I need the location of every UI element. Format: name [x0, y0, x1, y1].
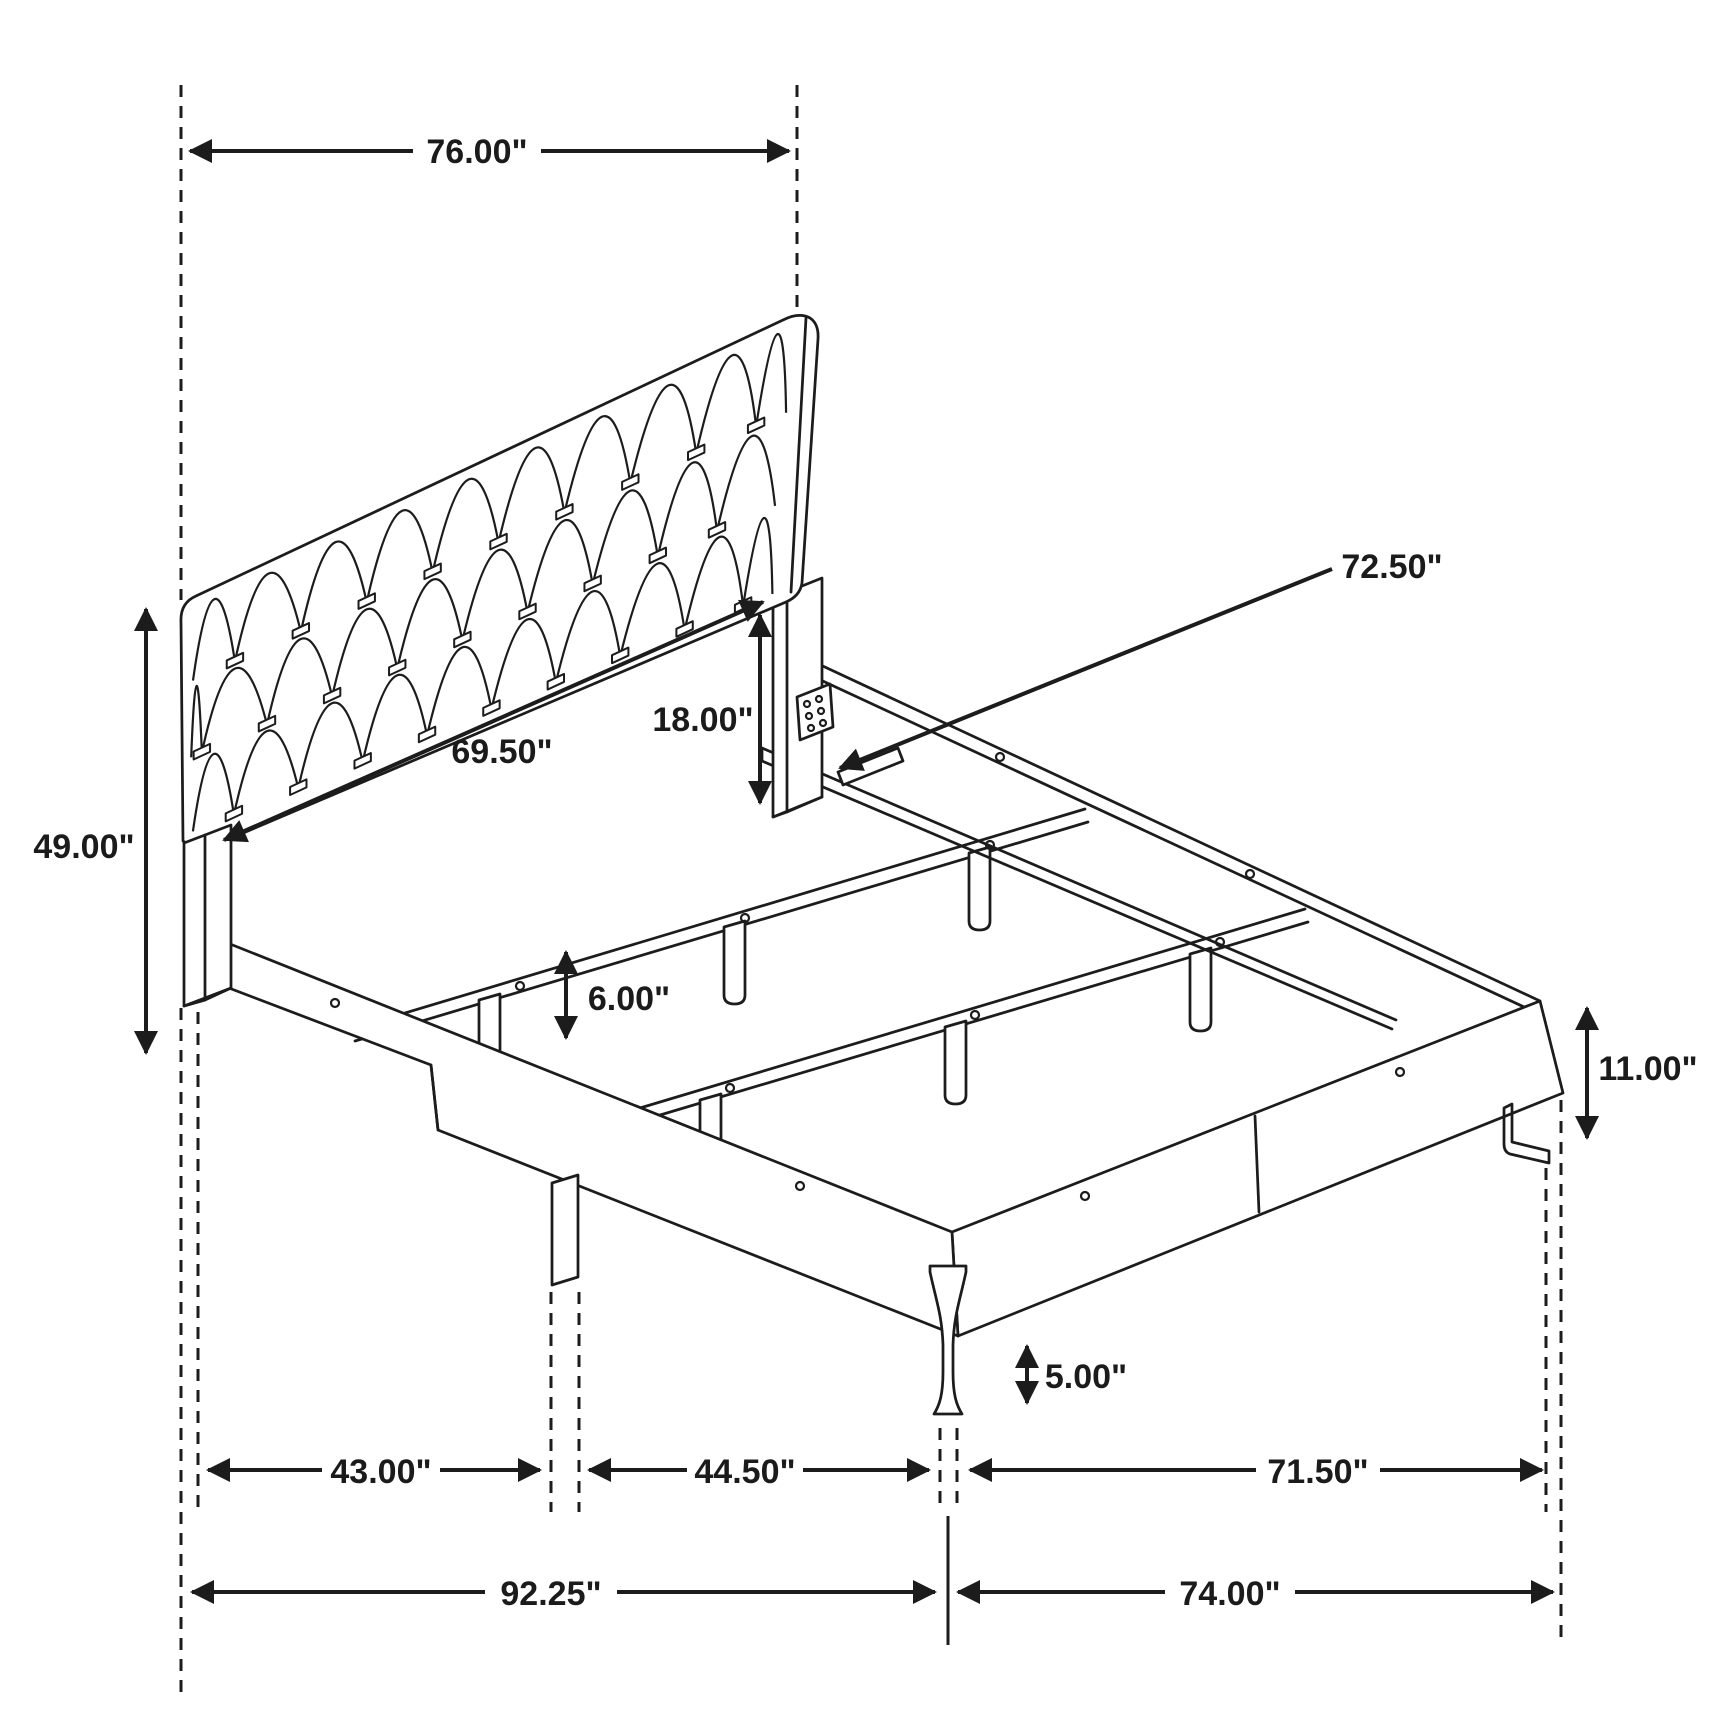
frame-front-leg — [552, 1175, 578, 1285]
dim-rail-length-label: 72.50" — [1341, 548, 1443, 586]
slat-leg — [1190, 948, 1211, 1031]
dim-headboard-height-label: 49.00" — [33, 828, 135, 866]
dim-panel-width-label: 69.50" — [451, 733, 553, 771]
headboard-right-post — [773, 578, 833, 817]
dim-frame-height-label: 11.00" — [1598, 1050, 1698, 1088]
corner-foot-bracket — [1504, 1104, 1549, 1163]
dim-mid-section-label: 44.50" — [694, 1453, 796, 1491]
dim-overall-depth-label: 92.25" — [500, 1575, 602, 1613]
metal-foot-leg — [930, 1266, 966, 1414]
slat-leg — [969, 847, 990, 930]
dim-panel-clearance-label: 18.00" — [652, 701, 754, 739]
headboard-left-leg — [184, 825, 231, 1006]
dim-frame-width-label: 74.00" — [1179, 1575, 1281, 1613]
dim-slat-leg-label: 6.00" — [587, 980, 671, 1018]
dim-foot-leg-label: 5.00" — [1044, 1358, 1128, 1396]
dim-head-section-label: 43.00" — [330, 1453, 432, 1491]
dimension-annotations — [33, 133, 1697, 1613]
dim-rail-length-leader — [840, 569, 1332, 768]
bed-drawing — [181, 315, 1563, 1414]
slat-leg — [724, 921, 745, 1004]
dim-overall-width-label: 76.00" — [426, 133, 528, 171]
slat-leg — [945, 1021, 966, 1104]
dim-foot-section-label: 71.50" — [1267, 1453, 1369, 1491]
footboard-box — [952, 1001, 1563, 1336]
headboard — [181, 315, 818, 1006]
